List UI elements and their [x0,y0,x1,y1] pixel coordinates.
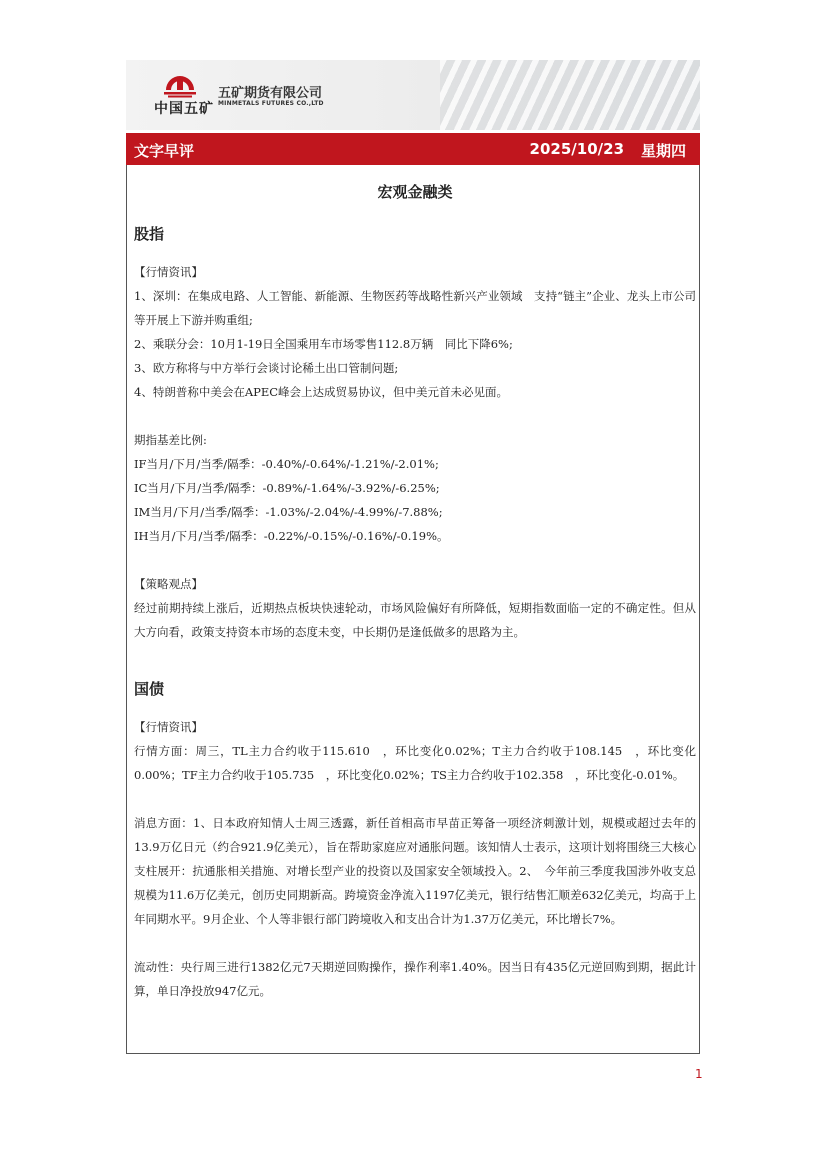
strategy-label: 【策略观点】 [134,577,203,591]
bond-heading: 国债 [134,680,165,698]
section-title: 宏观金融类 [377,183,453,201]
logo-text: 中国五矿 [154,101,214,117]
company-name-en: MINMETALS FUTURES CO.,LTD [218,100,324,107]
basis-row: IF当月/下月/当季/隔季：-0.40%/-0.64%/-1.21%/-2.01%; [134,457,439,471]
stock-news-item: 3、欧方称将与中方举行会谈讨论稀土出口管制问题; [134,361,399,375]
bond-news-label: 【行情资讯】 [134,720,203,734]
stock-news-label: 【行情资讯】 [134,265,203,279]
basis-row: IH当月/下月/当季/隔季：-0.22%/-0.15%/-0.16%/-0.19%。 [134,529,449,543]
stock-news-item: 2、乘联分会：10月1-19日全国乘用车市场零售112.8万辆 同比下降6%; [134,337,513,351]
liquidity-text: 流动性：央行周三进行1382亿元7天期逆回购操作，操作利率1.40%。因当日有435亿元逆回购到期，据此计算，单日净投放947亿元。 [134,960,696,998]
report-date: 2025/10/23 [529,140,624,158]
page-number: 1 [695,1067,703,1081]
company-name-cn: 五矿期货有限公司 [218,86,323,101]
minmetals-logo-icon [162,68,198,98]
header-decoration [440,60,700,130]
page-header [126,60,700,130]
basis-row: IM当月/下月/当季/隔季：-1.03%/-2.04%/-4.99%/-7.88%; [134,505,443,519]
report-weekday: 星期四 [640,142,686,160]
report-title: 文字早评 [134,142,195,160]
stock-index-heading: 股指 [134,225,165,243]
report-content [134,165,696,1003]
stock-news-item: 1、深圳：在集成电路、人工智能、新能源、生物医药等战略性新兴产业领域 支持“链主”企业、龙头上市公司等开展上下游并购重组; [134,289,696,327]
bond-market-text: 行情方面：周三，TL主力合约收于115.610 ，环比变化0.02%；T主力合约收于108.145 ，环比变化0.00%；TF主力合约收于105.735 ，环比变化0.02%；TS主力合约收于102.358 ，环比变化-0.01%。 [134,744,696,782]
basis-row: IC当月/下月/当季/隔季：-0.89%/-1.64%/-3.92%/-6.25%; [134,481,440,495]
report-title-bar [126,133,700,165]
basis-label: 期指基差比例: [134,433,207,447]
bond-news-text: 消息方面：1、日本政府知情人士周三透露，新任首相高市早苗正筹备一项经济刺激计划，规模或超过去年的13.9万亿日元（约合921.9亿美元），旨在帮助家庭应对通胀问题。该知情人士表示，这项计划将围绕三大核心支柱展开：抗通胀相关措施、对增长型产业的投资以及国家安全领域投入。2、 今年前三季度我国涉外收支总规模为11.6万亿美元，创历史同期新高。跨境资金净流入1197亿美元，银行结售汇顺差632亿美元，均高于上年同期水平。9月企业、个人等非银行部门跨境收入和支出合计为1.37万亿美元，环比增长7%。 [134,816,696,926]
strategy-text: 经过前期持续上涨后，近期热点板块快速轮动，市场风险偏好有所降低，短期指数面临一定的不确定性。但从大方向看，政策支持资本市场的态度未变，中长期仍是逢低做多的思路为主。 [134,601,696,639]
stock-news-item: 4、特朗普称中美会在APEC峰会上达成贸易协议，但中美元首未必见面。 [134,385,509,399]
